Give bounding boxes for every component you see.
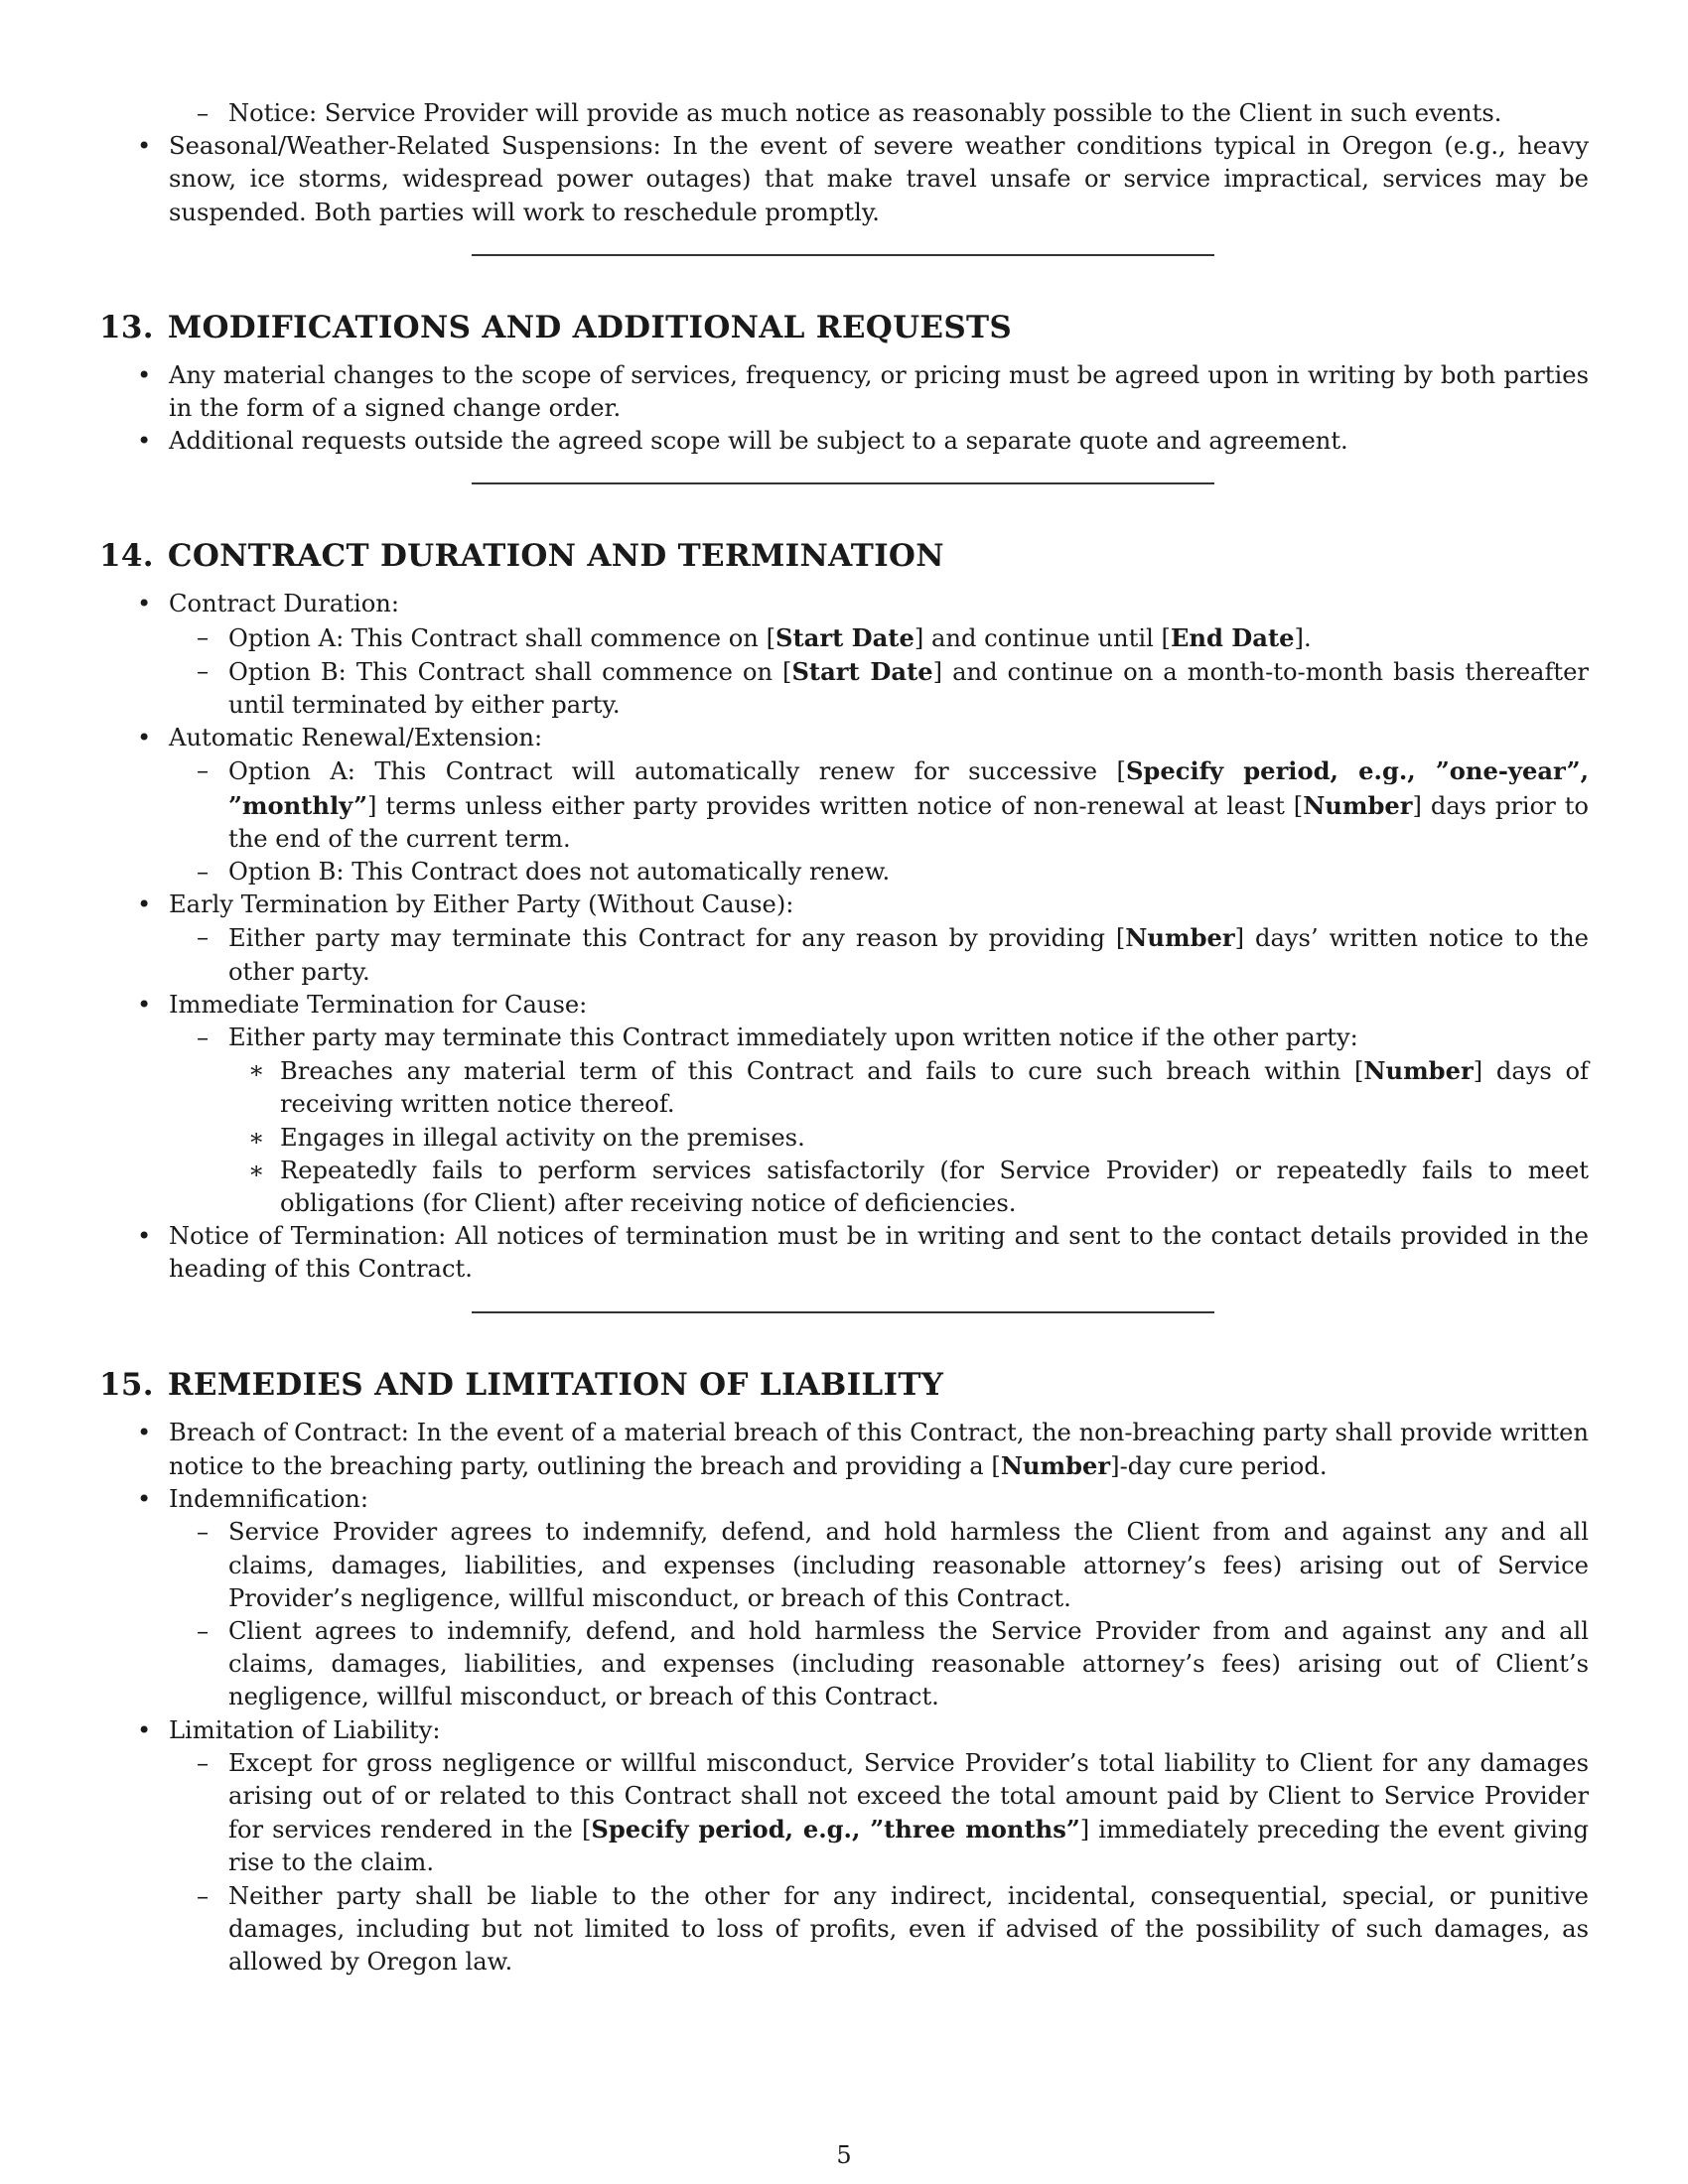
item-text: Early Termination by Either Party (Without Cause): <box>169 890 794 919</box>
list-item: – Neither party shall be liable to the other for any indirect, incidental, consequential, special, or punitive damages, including but not limited to loss of profits, even if advised of the possibility of such damages, as allowed by Oregon law. <box>197 1881 1589 1976</box>
section-13-list <box>99 359 1589 459</box>
item-text: ] and continue until [ <box>914 623 1171 652</box>
list-item: • Notice of Termination: All notices of termination must be in writing and sent to the contact details provided in the heading of this Contract. <box>137 1222 1589 1284</box>
item-text: Client agrees to indemnify, defend, and hold harmless the Service Provider from and against any and all claims, damages, liabilities, and expenses (including reasonable attorney’s fees) arising out of Client’s negligence, willful misconduct, or breach of this Contract. <box>228 1616 1589 1711</box>
list-item: – Service Provider agrees to indemnify, defend, and hold harmless the Client from and against any and all claims, damages, liabilities, and expenses (including reasonable attorney’s fees) arising out of Service Provider’s negligence, willful misconduct, or breach of this Contract. <box>197 1518 1589 1612</box>
placeholder-field: Specify period, e.g., ”three months” <box>591 1815 1080 1844</box>
seasonal-suspension-text: Seasonal/Weather-Related Suspensions: In the event of severe weather conditions typical in Oregon (e.g., heavy snow, ice storms, widespread power outages) that make travel unsafe or service impractical, services may be suspended. Both parties will work to reschedule promptly. <box>169 132 1589 226</box>
list-item: – Notice: Service Provider will provide as much notice as reasonably possible to the Client in such events. <box>197 99 1502 127</box>
item-text: ] immediately preceding the event giving rise to the claim. <box>228 1816 1589 1877</box>
list-item: ∗ Engages in illegal activity on the premises. <box>248 1123 805 1152</box>
section-15-list <box>99 1417 1589 1979</box>
list-item: • Any material changes to the scope of services, frequency, or pricing must be agreed upon in writing by both parties in the form of a signed change order. <box>137 360 1589 423</box>
item-text: Limitation of Liability: <box>169 1715 441 1744</box>
item-text: Either party may terminate this Contract for any reason by providing [ <box>228 924 1126 953</box>
item-text: ]-day cure period. <box>1110 1451 1328 1480</box>
list-item: • Limitation of Liability: <box>137 1715 441 1744</box>
section-title: MODIFICATIONS AND ADDITIONAL REQUESTS <box>167 309 1013 345</box>
placeholder-field: Number <box>1125 923 1235 953</box>
page-content <box>99 97 1589 1979</box>
list-item: – Option A: This Contract shall commence on [Start Date] and continue until [End Date]. <box>197 622 1312 652</box>
item-text: ] and continue on a month-to-month basis thereafter until terminated by either party. <box>228 657 1589 720</box>
item-text: ] terms unless either party provides written notice of non-renewal at least [ <box>367 791 1304 820</box>
item-text: Breach of Contract: In the event of a material breach of this Contract, the non-breaching party shall provide written notice to the breaching party, outlining the breach and providing a [ <box>169 1418 1589 1480</box>
list-item: • Additional requests outside the agreed scope will be subject to a separate quote and agreement. <box>137 427 1348 456</box>
list-item: ∗ Breaches any material term of this Contract and fails to cure such breach within [Number] days of receiving written notice thereof. <box>248 1056 1589 1119</box>
list-item: – Option B: This Contract does not automatically renew. <box>197 858 891 887</box>
item-text: Breaches any material term of this Contract and fails to cure such breach within [ <box>280 1057 1364 1086</box>
item-text: Neither party shall be liable to the other for any indirect, incidental, consequential, special, or punitive damages, including but not limited to loss of profits, even if advised of the possibility of such damages, as allowed by Oregon law. <box>228 1881 1589 1976</box>
list-item: • Early Termination by Either Party (Without Cause): <box>137 890 794 919</box>
placeholder-field: Number <box>1303 790 1413 820</box>
item-text: ] days prior to the end of the current term. <box>228 791 1589 853</box>
placeholder-field: Start Date <box>791 656 933 686</box>
section-title: CONTRACT DURATION AND TERMINATION <box>167 538 944 575</box>
item-text: Option B: This Contract shall commence on [ <box>228 657 792 686</box>
section-12-continuation <box>99 97 1589 229</box>
item-text: Engages in illegal activity on the premises. <box>280 1123 805 1152</box>
list-item: • Seasonal/Weather-Related Suspensions: In the event of severe weather conditions typical in Oregon (e.g., heavy snow, ice storms, widespread power outages) that make travel unsafe or service impractical, services may be suspended. Both parties will work to reschedule promptly. <box>137 132 1589 226</box>
list-item: • Immediate Termination for Cause: <box>137 990 588 1019</box>
list-item: – Client agrees to indemnify, defend, and hold harmless the Service Provider from and against any and all claims, damages, liabilities, and expenses (including reasonable attorney’s fees) arising out of Client’s negligence, willful misconduct, or breach of this Contract. <box>197 1616 1589 1711</box>
item-text: Repeatedly fails to perform services satisfactorily (for Service Provider) or repeatedly fails to meet obligations (for Client) after receiving notice of deficiencies. <box>280 1156 1589 1218</box>
item-text: Either party may terminate this Contract immediately upon written notice if the other party: <box>228 1024 1358 1052</box>
section-14-heading <box>99 536 1589 576</box>
item-text: Notice of Termination: All notices of termination must be in writing and sent to the contact details provided in the heading of this Contract. <box>169 1222 1589 1284</box>
item-text: Contract Duration: <box>169 590 400 618</box>
item-text: Except for gross negligence or willful misconduct, Service Provider’s total liability to Client for any damages arising out of or related to this Contract shall not exceed the total amount paid by Client to Service Provider for services rendered in the [ <box>228 1748 1589 1844</box>
section-number: 13. <box>99 309 154 345</box>
list-item: • Automatic Renewal/Extension: <box>137 724 543 752</box>
item-text: Service Provider agrees to indemnify, defend, and hold harmless the Client from and against any and all claims, damages, liabilities, and expenses (including reasonable attorney’s fees) arising out of Service Provider’s negligence, willful misconduct, or breach of this Contract. <box>228 1518 1589 1612</box>
item-text: Option A: This Contract shall commence on [ <box>228 623 776 652</box>
placeholder-field: Specify period, e.g., ”one-year”, ”monthly” <box>228 756 1589 820</box>
section-15-heading <box>99 1365 1589 1405</box>
placeholder-field: End Date <box>1170 622 1295 652</box>
item-text: Option A: This Contract will automatically renew for successive [ <box>228 757 1126 786</box>
list-item: – Except for gross negligence or willful misconduct, Service Provider’s total liability to Client for any damages arising out of or related to this Contract shall not exceed the total amount paid by Client to Service Provider for services rendered in the [Specify period, e.g., ”three months”] immediately preceding the event giving rise to the claim. <box>197 1748 1589 1877</box>
list-item: – Option A: This Contract will automatically renew for successive [Specify period, e.g., ”one-year”, ”monthly”] terms unless either party provides written notice of non-renewal at least [Number] days prior to the end of the current term. <box>197 756 1589 853</box>
item-text: Indemnification: <box>169 1485 369 1514</box>
list-item: – Either party may terminate this Contract for any reason by providing [Number] days’ written notice to the other party. <box>197 923 1589 986</box>
list-item: • Breach of Contract: In the event of a material breach of this Contract, the non-breaching party shall provide written notice to the breaching party, outlining the breach and providing a [Number]-day cure period. <box>137 1418 1589 1480</box>
item-text: Any material changes to the scope of services, frequency, or pricing must be agreed upon in writing by both parties in the form of a signed change order. <box>169 360 1589 423</box>
list-item: – Option B: This Contract shall commence on [Start Date] and continue on a month-to-month basis thereafter until terminated by either party. <box>197 656 1589 720</box>
list-item: – Either party may terminate this Contract immediately upon written notice if the other party: <box>197 1024 1358 1052</box>
placeholder-field: Start Date <box>775 622 914 652</box>
section-14-list <box>99 588 1589 1286</box>
page-number: 5 <box>836 2141 852 2169</box>
list-item: • Contract Duration: <box>137 590 400 618</box>
item-text: Automatic Renewal/Extension: <box>169 724 543 752</box>
placeholder-field: Number <box>1000 1450 1111 1480</box>
item-text: Immediate Termination for Cause: <box>169 990 588 1019</box>
list-item: ∗ Repeatedly fails to perform services satisfactorily (for Service Provider) or repeatedly fails to meet obligations (for Client) after receiving notice of deficiencies. <box>248 1156 1589 1218</box>
item-text: ]. <box>1294 623 1312 652</box>
notice-text: Notice: Service Provider will provide as much notice as reasonably possible to the Client in such events. <box>228 99 1502 127</box>
placeholder-field: Number <box>1363 1056 1474 1086</box>
item-text: ] days’ written notice to the other party. <box>228 924 1589 986</box>
list-item: • Indemnification: <box>137 1485 369 1514</box>
section-title: REMEDIES AND LIMITATION OF LIABILITY <box>167 1366 944 1403</box>
section-number: 14. <box>99 538 154 575</box>
item-text: ] days of receiving written notice thereof. <box>280 1057 1589 1119</box>
item-text: Additional requests outside the agreed scope will be subject to a separate quote and agreement. <box>169 427 1348 456</box>
section-number: 15. <box>99 1366 154 1403</box>
item-text: Option B: This Contract does not automatically renew. <box>228 858 891 887</box>
section-13-heading <box>99 308 1589 347</box>
